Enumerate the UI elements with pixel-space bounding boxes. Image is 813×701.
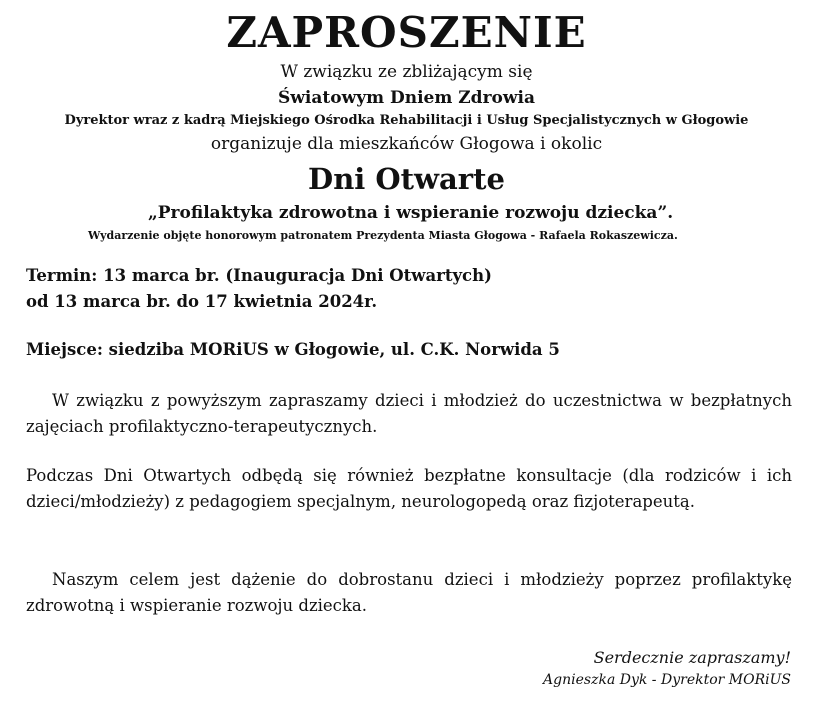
occasion-name: Światowym Dniem Zdrowia [278,88,535,108]
closing-line: Serdecznie zapraszamy! [593,648,791,667]
event-subtitle: „Profilaktyka zdrowotna i wspieranie rozwoju dziecka”. [148,203,674,223]
intro-line: W związku ze zbliżającym się [280,62,533,82]
organizer-line: Dyrektor wraz z kadrą Miejskiego Ośrodka Rehabilitacji i Usług Specjalistycznych w Głogowie [64,113,749,128]
organizes-line: organizuje dla mieszkańców Głogowa i okolic [210,134,603,154]
event-date-line: Termin: 13 marca br. (Inauguracja Dni Otwartych) [26,266,492,285]
patronage-note: Wydarzenie objęte honorowym patronatem Prezydenta Miasta Głogowa - Rafaela Rokaszewicza. [88,229,678,242]
event-name: Dni Otwarte [308,162,505,196]
body-paragraph: W związku z powyższym zapraszamy dzieci i młodzież do uczestnictwa w bezpłatnych zajęciach profilaktyczno-terapeutycznych. [26,391,792,436]
signature: Agnieszka Dyk - Dyrektor MORiUS [543,672,791,688]
event-location: Miejsce: siedziba MORiUS w Głogowie, ul. C.K. Norwida 5 [26,340,560,359]
body-paragraph: Naszym celem jest dążenie do dobrostanu dzieci i młodzieży poprzez profilaktykę zdrowotną i wspieranie rozwoju dziecka. [26,570,792,615]
event-period-line: od 13 marca br. do 17 kwietnia 2024r. [26,292,378,311]
invitation-title: ZAPROSZENIE [226,8,587,57]
body-paragraph: Podczas Dni Otwartych odbędą się również bezpłatne konsultacje (dla rodziców i ich dzieci/młodzieży) z pedagogiem specjalnym, neurologopedą oraz fizjoterapeutą. [26,466,792,511]
